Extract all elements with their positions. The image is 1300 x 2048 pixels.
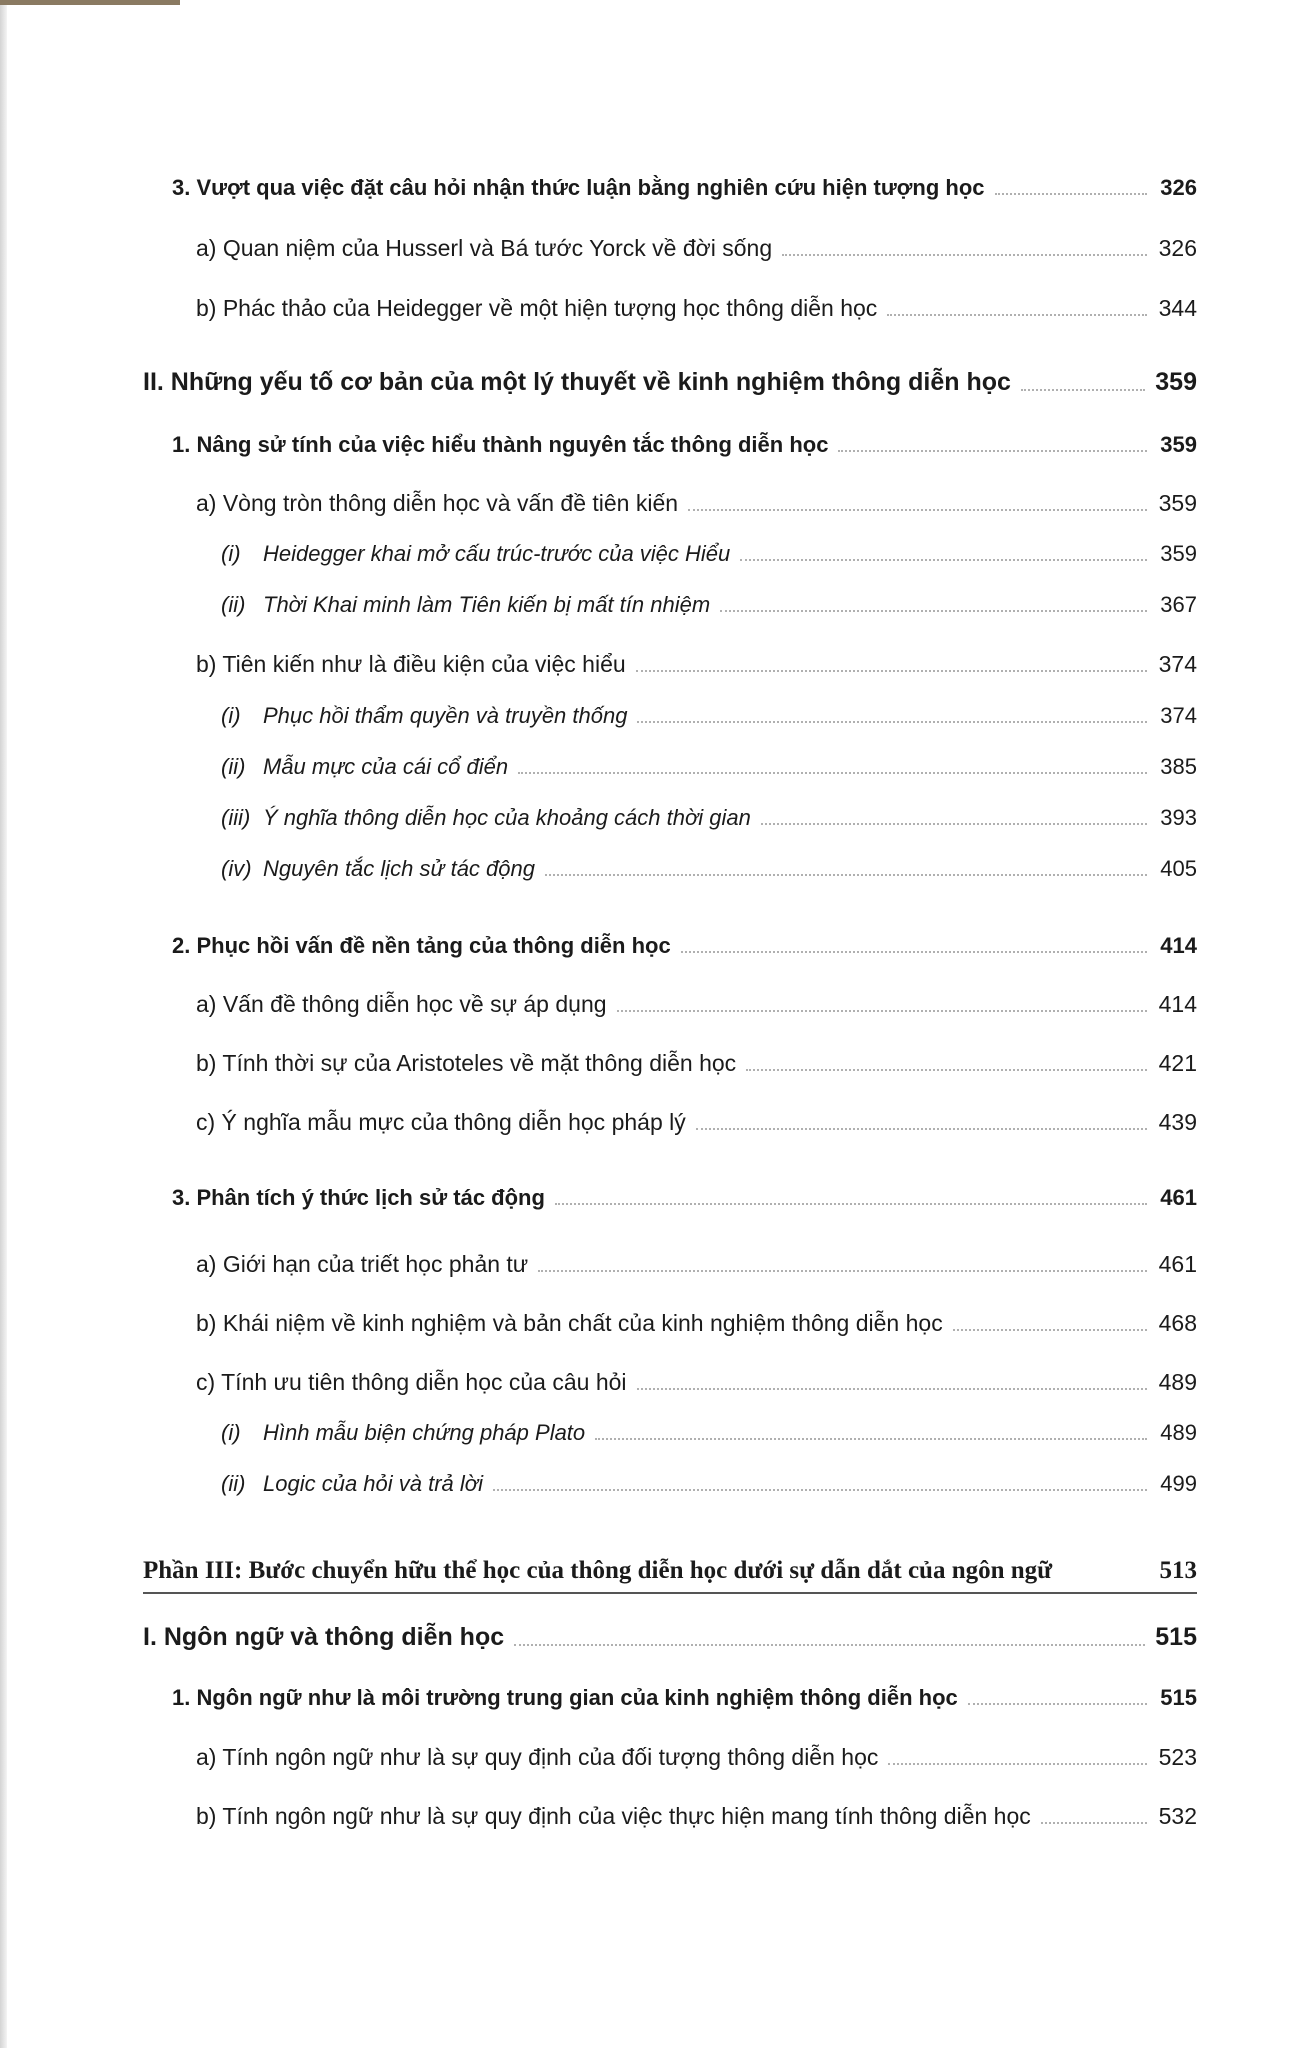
toc-entry (221, 754, 1197, 780)
toc-entry (196, 1251, 1197, 1278)
dot-leader (720, 610, 1147, 612)
toc-entry (196, 1109, 1197, 1136)
toc-entry (196, 991, 1197, 1018)
toc-entry-page: 489 (1158, 1369, 1197, 1395)
toc-entry-page: 326 (1158, 235, 1197, 261)
toc-entry-title: 2. Phục hồi vấn đề nền tảng của thông diễn học (172, 933, 671, 958)
toc-entry-title: Mẫu mực của cái cổ điển (263, 754, 509, 779)
toc-entry-title: b) Tính ngôn ngữ như là sự quy định của việc thực hiện mang tính thông diễn học (196, 1803, 1031, 1829)
dot-leader (968, 1703, 1147, 1705)
toc-entry (172, 1185, 1197, 1211)
dot-leader (493, 1489, 1147, 1491)
toc-entry (221, 1471, 1197, 1497)
toc-entry-page: 359 (1160, 541, 1197, 566)
toc-entry (196, 1744, 1197, 1771)
toc-entry-title: 3. Phân tích ý thức lịch sử tác động (172, 1185, 545, 1210)
toc-entry-title: a) Vòng tròn thông diễn học và vấn đề tiên kiến (196, 490, 679, 516)
toc-entry (221, 856, 1197, 882)
dot-leader (953, 1329, 1147, 1331)
toc-entry-page: 499 (1160, 1471, 1197, 1496)
toc-entry-page: 374 (1158, 651, 1197, 677)
toc-entry-title: II. Những yếu tố cơ bản của một lý thuyết về kinh nghiệm thông diễn học (143, 368, 1011, 396)
toc-entry-title: 3. Vượt qua việc đặt câu hỏi nhận thức luận bằng nghiên cứu hiện tượng học (172, 175, 985, 200)
dot-leader (636, 670, 1147, 672)
dot-leader (637, 721, 1147, 723)
part-divider (143, 1592, 1197, 1594)
toc-entry-title: a) Giới hạn của triết học phản tư (196, 1251, 529, 1277)
dot-leader (545, 874, 1147, 876)
toc-entry-page: 374 (1160, 703, 1197, 728)
toc-entry-title: Hình mẫu biện chứng pháp Plato (263, 1420, 586, 1445)
toc-entry-title: b) Phác thảo của Heidegger về một hiện tượng học thông diễn học (196, 295, 878, 321)
toc-entry (196, 651, 1197, 678)
dot-leader (838, 450, 1147, 452)
toc-section-heading (143, 1623, 1197, 1652)
toc-entry-number: (ii) (221, 754, 246, 779)
toc-entry-page: 513 (1159, 1557, 1197, 1584)
toc-entry (221, 541, 1197, 567)
toc-entry-title: Heidegger khai mở cấu trúc-trước của việc Hiểu (263, 541, 731, 566)
toc-entry-page: 532 (1158, 1803, 1197, 1829)
toc-entry-page: 344 (1158, 295, 1197, 321)
toc-entry-title: b) Tính thời sự của Aristoteles về mặt thông diễn học (196, 1050, 737, 1076)
toc-entry-title: 1. Ngôn ngữ như là môi trường trung gian của kinh nghiệm thông diễn học (172, 1685, 958, 1710)
toc-entry-page: 359 (1160, 432, 1197, 457)
toc-entry-title: I. Ngôn ngữ và thông diễn học (143, 1623, 505, 1651)
toc-entry-page: 414 (1158, 991, 1197, 1017)
toc-entry-title: Phục hồi thẩm quyền và truyền thống (263, 703, 628, 728)
dot-leader (688, 509, 1147, 511)
toc-entry (221, 703, 1197, 729)
toc-entry (172, 933, 1197, 959)
toc-entry-number: (i) (221, 703, 241, 728)
toc-entry-number: (i) (221, 1420, 241, 1445)
dot-leader (555, 1203, 1147, 1205)
dot-leader (637, 1388, 1147, 1390)
toc-entry-number: (iii) (221, 805, 251, 830)
dot-leader (746, 1069, 1147, 1071)
toc-entry-title: 1. Nâng sử tính của việc hiểu thành nguyên tắc thông diễn học (172, 432, 829, 457)
toc-entry (196, 1310, 1197, 1337)
dot-leader (1041, 1822, 1147, 1824)
dot-leader (888, 1763, 1147, 1765)
toc-entry (172, 432, 1197, 458)
toc-entry-title: Thời Khai minh làm Tiên kiến bị mất tín nhiệm (263, 592, 711, 617)
toc-entry (221, 1420, 1197, 1446)
toc-entry-page: 421 (1158, 1050, 1197, 1076)
toc-entry-page: 414 (1160, 933, 1197, 958)
dot-leader (887, 314, 1147, 316)
toc-entry-page: 515 (1160, 1685, 1197, 1710)
toc-section-heading (143, 368, 1197, 397)
toc-part-heading (143, 1557, 1197, 1585)
toc-entry-page: 393 (1160, 805, 1197, 830)
dot-leader (782, 254, 1147, 256)
dot-leader (1021, 389, 1145, 391)
dot-leader (740, 559, 1147, 561)
toc-entry-page: 461 (1158, 1251, 1197, 1277)
toc-entry (172, 1685, 1197, 1711)
toc-entry-page: 326 (1160, 175, 1197, 200)
toc-entry-page: 461 (1160, 1185, 1197, 1210)
toc-entry-title: b) Tiên kiến như là điều kiện của việc hiểu (196, 651, 626, 677)
toc-entry-page: 468 (1158, 1310, 1197, 1336)
toc-entry (221, 592, 1197, 618)
toc-entry (196, 1050, 1197, 1077)
toc-entry-number: (iv) (221, 856, 252, 881)
toc-entry-page: 367 (1160, 592, 1197, 617)
toc-entry-page: 515 (1155, 1623, 1197, 1651)
toc-entry-title: a) Tính ngôn ngữ như là sự quy định của đối tượng thông diễn học (196, 1744, 879, 1770)
toc-entry-page: 385 (1160, 754, 1197, 779)
dot-leader (538, 1270, 1147, 1272)
toc-entry-page: 359 (1155, 368, 1197, 396)
toc-entry-title: a) Vấn đề thông diễn học về sự áp dụng (196, 991, 607, 1017)
dot-leader (595, 1438, 1147, 1440)
toc-entry-title: b) Khái niệm về kinh nghiệm và bản chất của kinh nghiệm thông diễn học (196, 1310, 943, 1336)
toc-entry-title: a) Quan niệm của Husserl và Bá tước Yorck về đời sống (196, 235, 773, 261)
toc-entry-number: (ii) (221, 1471, 246, 1496)
toc-entry-title: Nguyên tắc lịch sử tác động (263, 856, 535, 881)
toc-entry (196, 1369, 1197, 1396)
dot-leader (681, 951, 1147, 953)
toc-entry (196, 1803, 1197, 1830)
toc-entry (196, 295, 1197, 322)
toc-entry-page: 523 (1158, 1744, 1197, 1770)
toc-entry-number: (i) (221, 541, 241, 566)
toc-entry-page: 405 (1160, 856, 1197, 881)
dot-leader (761, 823, 1147, 825)
toc-entry-number: (ii) (221, 592, 246, 617)
dot-leader (617, 1010, 1147, 1012)
toc-entry (221, 805, 1197, 831)
toc-entry-title: Logic của hỏi và trả lời (263, 1471, 483, 1496)
toc-entry-title: c) Ý nghĩa mẫu mực của thông diễn học pháp lý (196, 1109, 686, 1135)
dot-leader (696, 1128, 1147, 1130)
toc-entry-page: 439 (1158, 1109, 1197, 1135)
toc-entry-title: c) Tính ưu tiên thông diễn học của câu hỏi (196, 1369, 627, 1395)
toc-entry (172, 175, 1197, 201)
toc-entry-page: 359 (1158, 490, 1197, 516)
dot-leader (995, 193, 1147, 195)
dot-leader (514, 1644, 1145, 1646)
dot-leader (518, 772, 1147, 774)
toc-entry-title: Phần III: Bước chuyển hữu thể học của thông diễn học dưới sự dẫn dắt của ngôn ngữ (143, 1557, 1053, 1584)
toc-entry (196, 235, 1197, 262)
toc-entry (196, 490, 1197, 517)
toc-entry-title: Ý nghĩa thông diễn học của khoảng cách thời gian (263, 805, 751, 830)
toc-entry-page: 489 (1160, 1420, 1197, 1445)
